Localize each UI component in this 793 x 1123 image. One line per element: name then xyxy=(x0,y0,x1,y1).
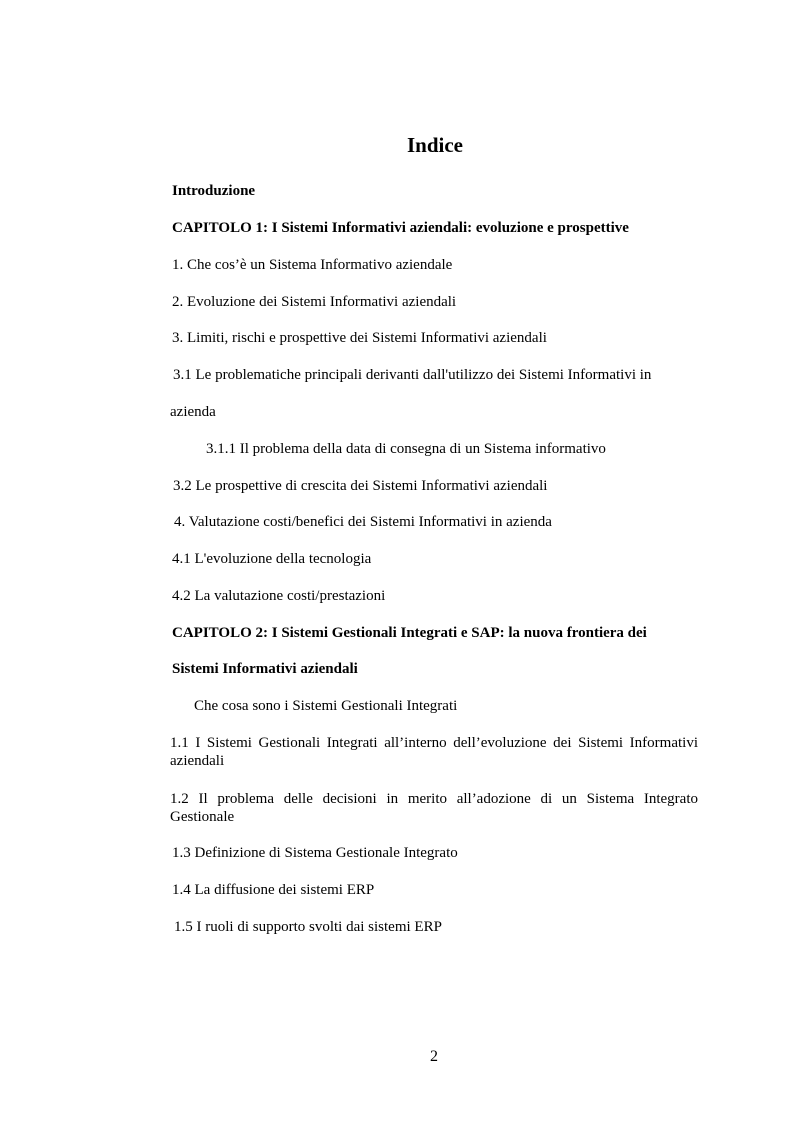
toc-section-3-2: 3.2 Le prospettive di crescita dei Sistemi Informativi aziendali xyxy=(173,478,548,494)
toc-chapter-2-section-1-5: 1.5 I ruoli di supporto svolti dai sistemi ERP xyxy=(174,919,442,935)
toc-section-4-2: 4.2 La valutazione costi/prestazioni xyxy=(172,588,386,604)
page-title: Indice xyxy=(406,133,463,157)
toc-section-3-1-line-2: azienda xyxy=(170,404,216,420)
page-number: 2 xyxy=(430,1048,438,1065)
toc-section-4-1: 4.1 L'evoluzione della tecnologia xyxy=(172,551,372,567)
toc-chapter-1: CAPITOLO 1: I Sistemi Informativi aziendali: evoluzione e prospettive xyxy=(172,220,629,236)
toc-chapter-2-section-1-3: 1.3 Definizione di Sistema Gestionale Integrato xyxy=(172,845,458,861)
toc-section-2: 2. Evoluzione dei Sistemi Informativi aziendali xyxy=(172,294,457,310)
toc-introduzione: Introduzione xyxy=(172,183,256,199)
toc-section-3: 3. Limiti, rischi e prospettive dei Sistemi Informativi aziendali xyxy=(172,330,547,346)
toc-section-4: 4. Valutazione costi/benefici dei Sistemi Informativi in azienda xyxy=(174,514,552,530)
toc-chapter-2-section-1-2: 1.2 Il problema delle decisioni in merito all’adozione di un Sistema Integrato Gestionale xyxy=(170,791,698,825)
toc-chapter-2-line-2: Sistemi Informativi aziendali xyxy=(172,661,358,677)
toc-chapter-2-section-1-1: 1.1 I Sistemi Gestionali Integrati all’interno dell’evoluzione dei Sistemi Informativi aziendali xyxy=(170,735,698,769)
toc-chapter-2-line-1: CAPITOLO 2: I Sistemi Gestionali Integrati e SAP: la nuova frontiera dei xyxy=(172,625,647,641)
toc-section-3-1-1: 3.1.1 Il problema della data di consegna di un Sistema informativo xyxy=(206,441,606,457)
toc-chapter-2-section-1-4: 1.4 La diffusione dei sistemi ERP xyxy=(172,882,375,898)
toc-chapter-2-intro: Che cosa sono i Sistemi Gestionali Integrati xyxy=(194,698,458,714)
toc-section-3-1-line-1: 3.1 Le problematiche principali derivanti dall'utilizzo dei Sistemi Informativi in xyxy=(173,367,652,383)
toc-section-1: 1. Che cos’è un Sistema Informativo aziendale xyxy=(172,257,453,273)
